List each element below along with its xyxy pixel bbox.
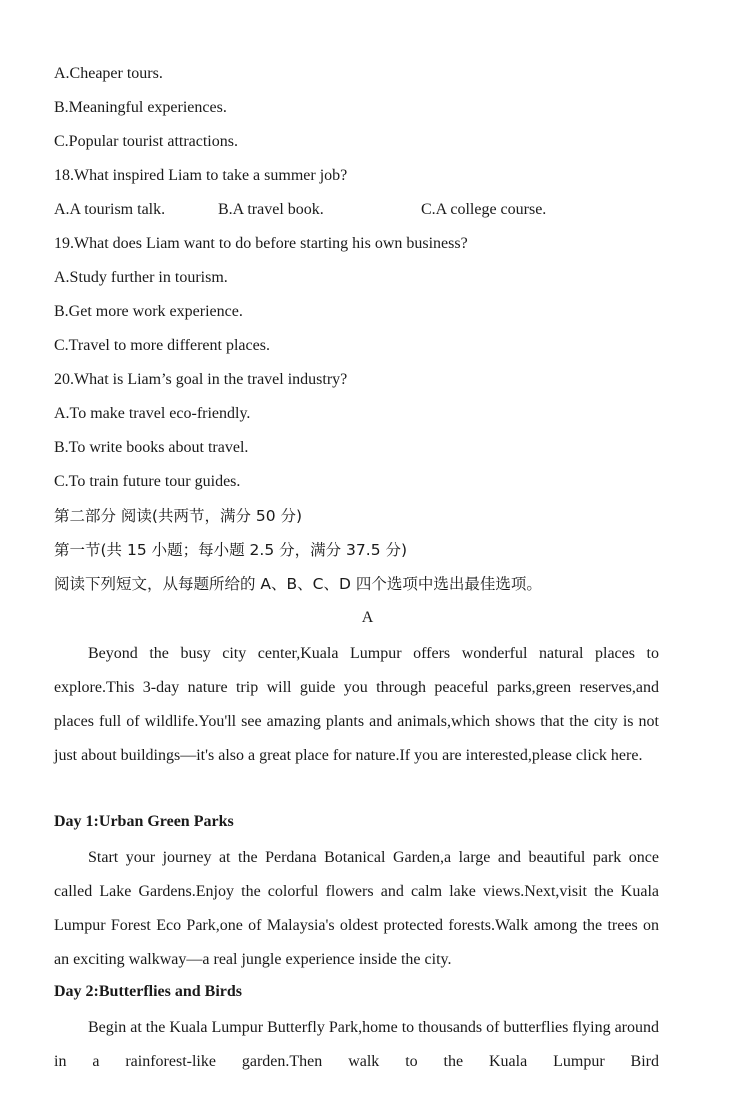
q18-option-c: C.A college course. — [421, 201, 547, 218]
q19-option-b: B.Get more work experience. — [54, 303, 243, 320]
section-instruction: 阅读下列短文，从每题所给的 A、B、C、D 四个选项中选出最佳选项。 — [54, 575, 542, 593]
q20-option-a: A.To make travel eco-friendly. — [54, 405, 251, 422]
part-title: 第二部分 阅读(共两节，满分 50 分) — [54, 507, 303, 525]
day1-heading: Day 1:Urban Green Parks — [54, 813, 234, 830]
q18-options-row — [54, 200, 654, 220]
q20-question: 20.What is Liam’s goal in the travel industry? — [54, 371, 348, 388]
q19-question: 19.What does Liam want to do before starting his own business? — [54, 235, 468, 252]
day1-text: Start your journey at the Perdana Botanical Garden,a large and beautiful park once called Lake Gardens.Enjoy the colorful flowers and calm lake views.Next,visit the Kuala Lumpur Forest Eco Park,one of Malaysia's oldest protected forests.Walk among the trees on an exciting walkway—a real jungle experience inside the city. — [54, 849, 659, 968]
q18-option-b: B.A travel book. — [218, 201, 324, 218]
q18-option-a: A.A tourism talk. — [54, 201, 166, 218]
q17-option-c: C.Popular tourist attractions. — [54, 133, 238, 150]
day2-text: Begin at the Kuala Lumpur Butterfly Park,home to thousands of butterflies flying around in a rainforest-like garden.Then walk to the Kuala Lumpur Bird — [54, 1019, 659, 1070]
q19-option-c: C.Travel to more different places. — [54, 337, 270, 354]
passage-intro: Beyond the busy city center,Kuala Lumpur offers wonderful natural places to explore.This 3-day nature trip will guide you through peaceful parks,green reserves,and places full of wildlife.You'll see amazing plants and animals,which shows that the city is not just about buildings—it's also a great place for nature.If you are interested,please click here. — [54, 645, 659, 764]
q17-option-b: B.Meaningful experiences. — [54, 99, 227, 116]
q18-question: 18.What inspired Liam to take a summer job? — [54, 167, 348, 184]
passage-label: A — [361, 609, 374, 626]
q20-option-b: B.To write books about travel. — [54, 439, 249, 456]
day2-heading: Day 2:Butterflies and Birds — [54, 983, 242, 1000]
section-title: 第一节(共 15 小题；每小题 2.5 分，满分 37.5 分) — [54, 541, 408, 559]
q19-option-a: A.Study further in tourism. — [54, 269, 228, 286]
q20-option-c: C.To train future tour guides. — [54, 473, 241, 490]
q17-option-a: A.Cheaper tours. — [54, 65, 163, 82]
